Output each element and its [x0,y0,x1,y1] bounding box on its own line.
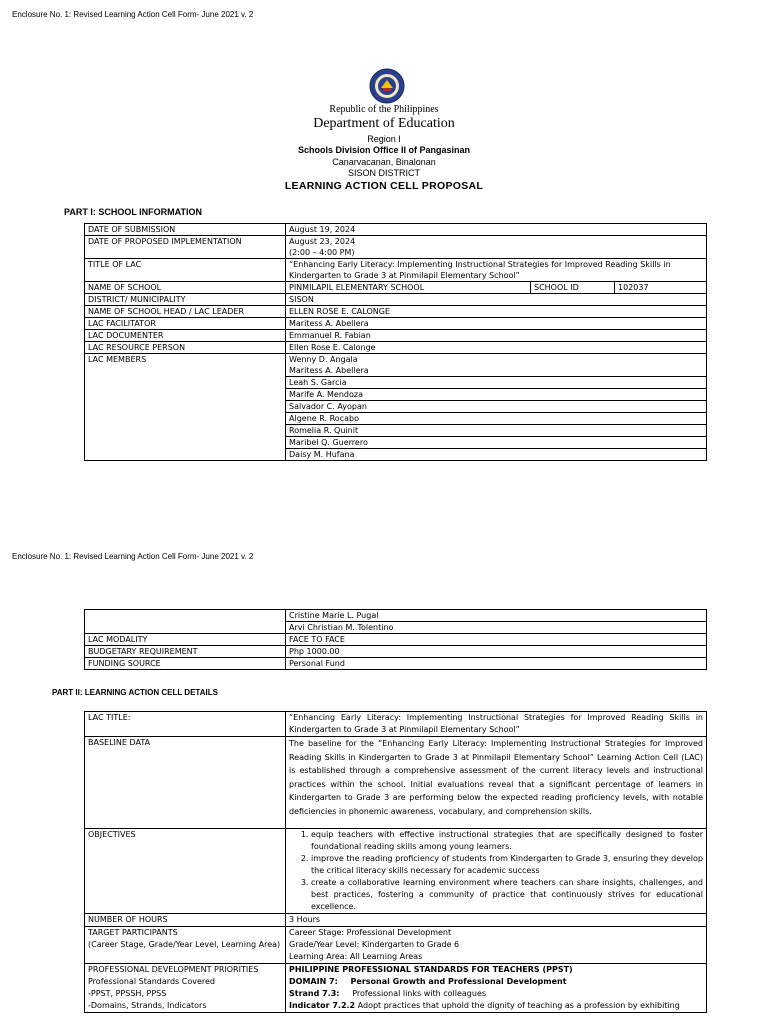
field-value: 102037 [615,282,707,294]
field-value [286,927,707,964]
address-line: Canarvacanan, Binalonan [332,157,436,167]
table-row [85,964,707,1013]
field-label: BASELINE DATA [85,737,286,829]
table-row [85,306,707,318]
field-label: NAME OF SCHOOL [85,282,286,294]
pd-sub: Professional Standards Covered [88,977,215,986]
field-label: LAC RESOURCE PERSON [85,342,286,354]
grade-level: Grade/Year Level: Kindergarten to Grade 6 [289,940,460,949]
member-name: Romelia R. Quinit [286,425,707,437]
table-row [85,294,707,306]
field-value: Ellen Rose E. Calonge [286,342,707,354]
objectives-list [286,829,707,914]
member-name: Daisy M. Hufana [286,449,707,461]
member-name: Cristine Marie L. Pugal [286,610,707,622]
field-value: Personal Fund [286,658,707,670]
ppst-heading: PHILIPPINE PROFESSIONAL STANDARDS FOR TEACHERS (PPST) [289,965,573,974]
field-value: 3 Hours [286,914,707,927]
field-value: SISON [286,294,707,306]
participants-sub: (Career Stage, Grade/Year Level, Learning Area) [88,940,281,949]
school-info-table [84,223,707,461]
baseline-text: The baseline for the “Enhancing Early Literacy: Implementing Instructional Strategies for Improved Reading Skills in Kindergarten to Grade 3 at Pinmilapil Elementary School” Learning Action Cell (LAC) is established through a comprehensive assessment of the current literacy levels and instructional practices within the school. Initial evaluations reveal that a significant percentage of learners in Kindergarten to Grade 3 are performing below the expected reading proficiency levels, with notable deficiencies in phonemic awareness, vocabulary, and comprehension skills. [286,737,707,829]
field-label: DATE OF PROPOSED IMPLEMENTATION [85,236,286,259]
field-label: LAC MEMBERS [85,354,286,461]
table-row [85,658,707,670]
field-label: NAME OF SCHOOL HEAD / LAC LEADER [85,306,286,318]
impl-time: (2:00 – 4:00 PM) [289,248,355,257]
objective-item: 2. improve the reading proficiency of students from Kindergarten to Grade 3, ensuring they develop the critical literacy skills necessary for academic success [311,853,703,877]
member-name: Arvi Christian M. Tolentino [286,622,707,634]
indicator-label: Indicator 7.2.2 [289,1001,356,1010]
indicator-line [289,1000,703,1012]
field-value: Emmanuel R. Fabian [286,330,707,342]
part2-heading: PART II: LEARNING ACTION CELL DETAILS [52,688,218,697]
table-row [85,318,707,330]
field-label: TITLE OF LAC [85,259,286,282]
objective-item: 1. equip teachers with effective instructional strategies that are specifically designed to foster foundational reading skills among young learners. [311,829,703,853]
field-value: FACE TO FACE [286,634,707,646]
field-value: Maritess A. Abellera [286,318,707,330]
field-label: OBJECTIVES [85,829,286,914]
enclosure-note: Enclosure No. 1: Revised Learning Action Cell Form- June 2021 v. 2 [12,10,254,19]
member-name: Maritess A. Abellera [289,366,369,375]
department-title: Department of Education [313,116,455,131]
domain-label: DOMAIN 7: [289,977,338,986]
lac-details-table [84,711,707,1013]
table-row [85,737,707,829]
table-row [85,330,707,342]
table-row [85,829,707,914]
table-row [85,354,707,377]
table-row [85,927,707,964]
impl-date: August 23, 2024 [289,237,356,246]
member-name: Wenny D. Angala [289,355,358,364]
field-label [85,927,286,964]
table-row [85,646,707,658]
table-row [85,342,707,354]
proposal-title: LEARNING ACTION CELL PROPOSAL [284,180,484,192]
field-label: DISTRICT/ MUNICIPALITY [85,294,286,306]
member-name: Algene R. Rocabo [286,413,707,425]
region-line: Region I [367,134,401,144]
table-row [85,914,707,927]
field-value: “Enhancing Early Literacy: Implementing Instructional Strategies for Improved Reading Skills in Kindergarten to Grade 3 at Pinmilapil Elementary School” [286,712,707,737]
field-label: NUMBER OF HOURS [85,914,286,927]
member-name: Leah S. Garcia [286,377,707,389]
table-row [85,259,707,282]
member-name: Marife A. Mendoza [286,389,707,401]
participants-label: TARGET PARTICIPANTS [88,928,178,937]
member-name: Salvador C. Ayopan [286,401,707,413]
table-row [85,282,707,294]
field-value: PINMILAPIL ELEMENTARY SCHOOL [286,282,531,294]
table-row [85,610,707,622]
field-value: “Enhancing Early Literacy: Implementing Instructional Strategies for Improved Reading Skills in Kindergarten to Grade 3 at Pinmilapil Elementary School” [286,259,707,282]
field-label: LAC TITLE: [85,712,286,737]
pd-label: PROFESSIONAL DEVELOPMENT PRIORITIES [88,965,259,974]
domain-value: Personal Growth and Professional Development [350,977,567,986]
pd-sub: -Domains, Strands, Indicators [88,1001,207,1010]
strand-value: Professional links with colleagues [352,989,487,998]
enclosure-note: Enclosure No. 1: Revised Learning Action Cell Form- June 2021 v. 2 [12,552,254,561]
learning-area: Learning Area: All Learning Areas [289,952,423,961]
lac-continuation-table [84,609,707,670]
table-row [85,224,707,236]
strand-label: Strand 7.3: [289,989,340,998]
table-row [85,236,707,259]
member-name: Maribel Q. Guerrero [286,437,707,449]
part1-heading: PART I: SCHOOL INFORMATION [64,207,202,217]
deped-seal-logo [369,68,405,104]
domain-line [289,976,703,988]
career-stage: Career Stage: Professional Development [289,928,452,937]
member-name [286,354,707,377]
table-row [85,712,707,737]
field-label: LAC FACILITATOR [85,318,286,330]
field-value: Php 1000.00 [286,646,707,658]
field-label: DATE OF SUBMISSION [85,224,286,236]
objective-item: 3. create a collaborative learning environment where teachers can share insights, challenges, and best practices, fostering a community of practice that continuously strives for educational excellence. [311,877,703,913]
field-value: ELLEN ROSE E. CALONGE [286,306,707,318]
field-label: SCHOOL ID [531,282,615,294]
field-value: August 19, 2024 [286,224,707,236]
field-label: BUDGETARY REQUIREMENT [85,646,286,658]
republic-line: Republic of the Philippines [329,104,439,115]
table-row [85,634,707,646]
field-value [286,964,707,1013]
indicator-value: Adopt practices that uphold the dignity of teaching as a profession by exhibiting [357,1001,680,1010]
district-line: SISON DISTRICT [347,168,420,178]
pd-sub: -PPST, PPSSH, PPSS [88,989,167,998]
division-line: Schools Division Office II of Pangasinan [297,145,471,155]
field-label [85,964,286,1013]
strand-line [289,988,703,1000]
field-value [286,236,707,259]
field-label: FUNDING SOURCE [85,658,286,670]
field-label: LAC DOCUMENTER [85,330,286,342]
field-label [85,610,286,634]
field-label: LAC MODALITY [85,634,286,646]
